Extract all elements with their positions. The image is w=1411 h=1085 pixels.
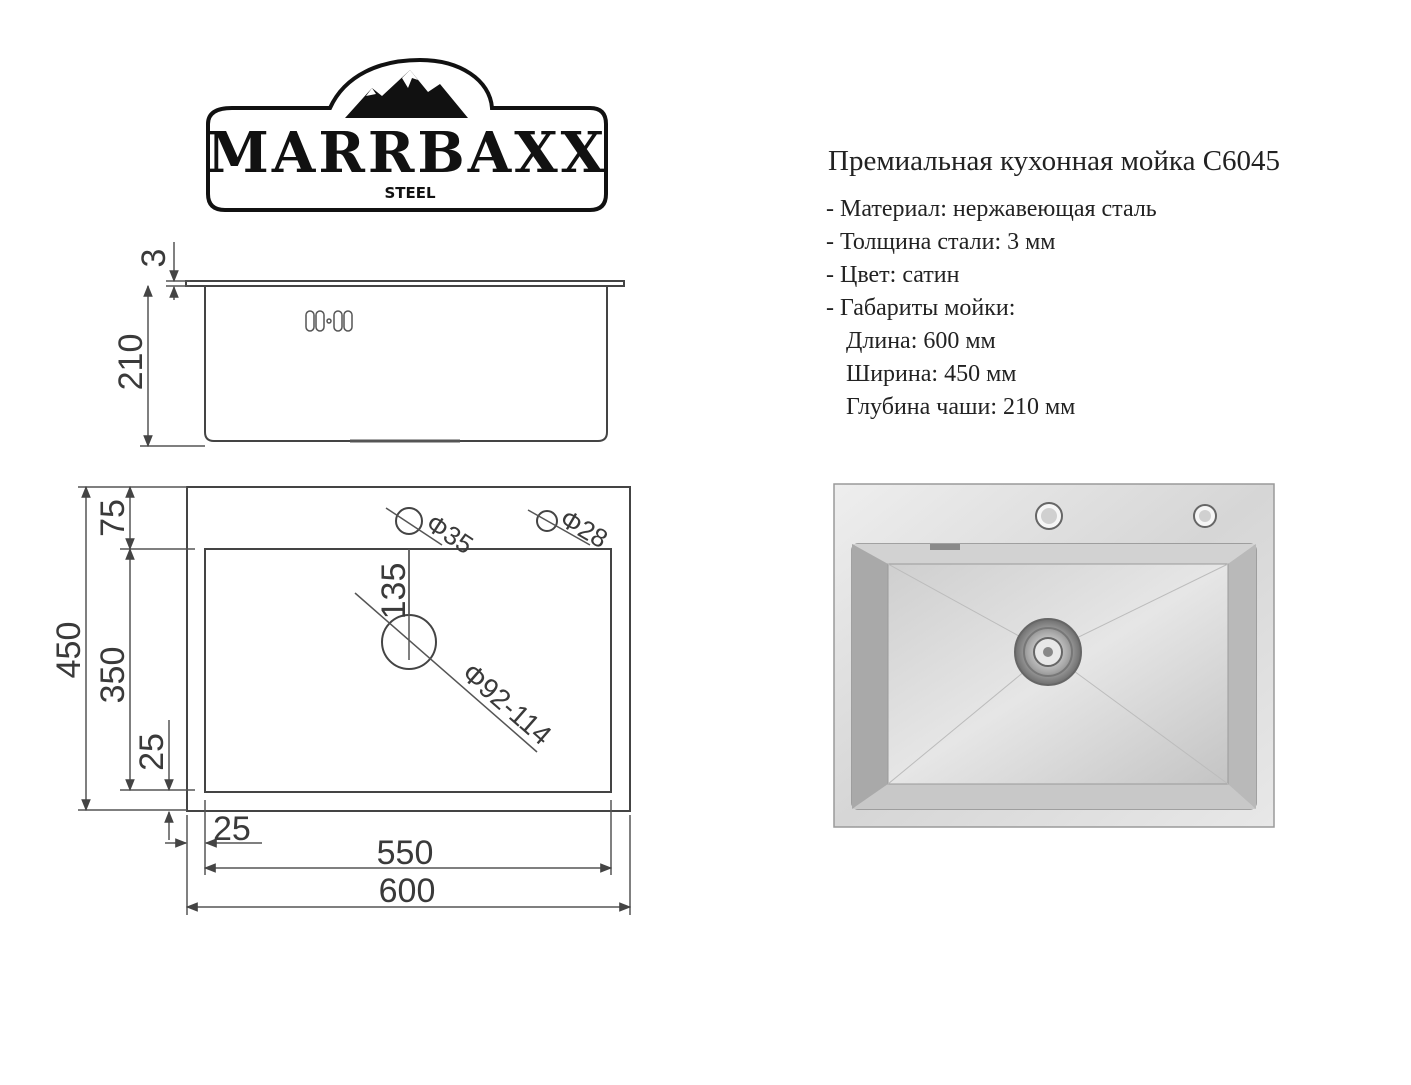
dim-thickness: 3 (135, 248, 173, 268)
spec-line: - Габариты мойки: (826, 295, 1016, 321)
dim-hole-2: Φ28 (555, 503, 614, 555)
dim-drain: Φ92-114 (456, 657, 558, 752)
dim-depth: 210 (112, 333, 150, 391)
overflow-icon (306, 311, 352, 331)
dim-side-margin: 25 (213, 810, 251, 848)
overflow-icon (930, 544, 960, 550)
spec-line: Ширина: 450 мм (846, 361, 1017, 387)
dim-bowl-width: 550 (376, 834, 434, 872)
accessory-hole-icon (1194, 505, 1216, 527)
tap-hole-icon (1036, 503, 1062, 529)
spec-line: - Материал: нержавеющая сталь (826, 196, 1157, 222)
dim-bowl-height: 350 (94, 646, 132, 704)
drain-icon (1015, 619, 1081, 685)
spec-block (826, 145, 1280, 420)
dim-bottom-margin: 25 (133, 733, 171, 771)
spec-line: - Цвет: сатин (826, 262, 960, 288)
spec-line: Длина: 600 мм (846, 328, 996, 354)
brand-logo (207, 60, 607, 210)
dim-drain-offset: 135 (375, 562, 413, 620)
spec-line: Глубина чаши: 210 мм (846, 394, 1076, 420)
logo-sub-text: STEEL (384, 184, 436, 202)
spec-title: Премиальная кухонная мойка C6045 (828, 145, 1281, 177)
side-view-drawing (112, 242, 624, 446)
logo-brand-text: MARRBAXX (206, 120, 608, 186)
dim-hole-1: Φ35 (420, 507, 479, 561)
spec-line: - Толщина стали: 3 мм (826, 229, 1056, 255)
dim-top-margin: 75 (94, 499, 132, 537)
top-view-drawing (50, 487, 630, 915)
sink-product-image (834, 484, 1274, 827)
dim-total-height: 450 (50, 621, 88, 679)
dim-total-width: 600 (378, 872, 436, 910)
